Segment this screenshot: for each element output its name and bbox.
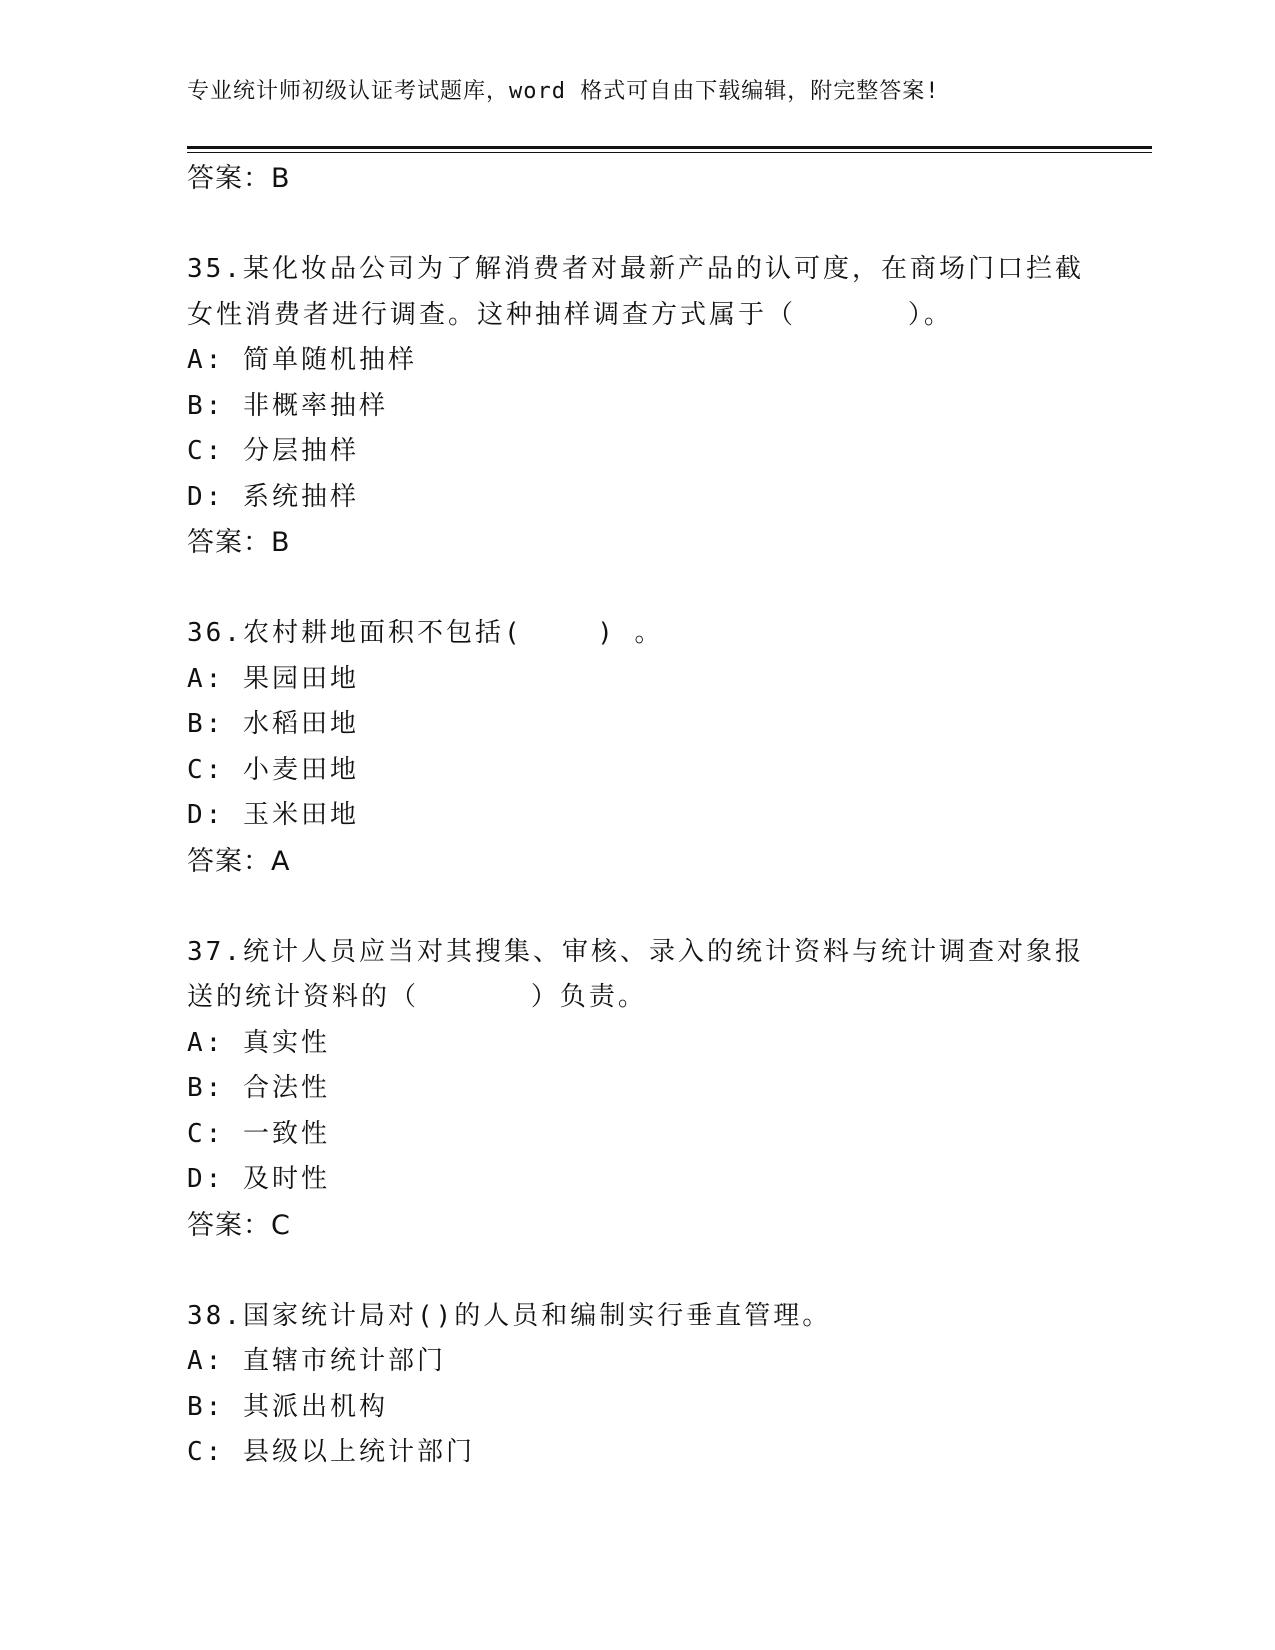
option-c: C: 分层抽样 [187, 436, 359, 466]
question-38 [187, 1294, 1087, 1476]
header-rule-thick [187, 146, 1152, 149]
page-header: 专业统计师初级认证考试题库，word 格式可自由下载编辑，附完整答案! [187, 79, 940, 104]
option-b: B: 非概率抽样 [187, 390, 388, 421]
previous-answer: 答案：B [187, 163, 291, 194]
option-a: A: 直辖市统计部门 [187, 1346, 446, 1376]
question-answer: 答案：B [187, 527, 291, 558]
option-a: A: 简单随机抽样 [187, 345, 417, 375]
question-37 [187, 930, 1087, 1249]
question-list [187, 156, 1087, 1476]
option-c: C: 小麦田地 [187, 754, 359, 785]
question-36 [187, 611, 1087, 885]
option-b: B: 合法性 [187, 1073, 330, 1103]
option-b: B: 其派出机构 [187, 1391, 388, 1422]
question-stem: 37.统计人员应当对其搜集、审核、录入的统计资料与统计调查对象报送的统计资料的（ ）负责。 [187, 936, 1084, 1012]
option-a: A: 真实性 [187, 1027, 330, 1058]
question-stem: 38.国家统计局对()的人员和编制实行垂直管理。 [187, 1300, 832, 1331]
option-d: D: 系统抽样 [187, 481, 359, 512]
option-d: D: 及时性 [187, 1164, 330, 1194]
question-answer: 答案：C [187, 1209, 291, 1241]
question-stem: 36.农村耕地面积不包括( ) 。 [187, 618, 664, 648]
option-c: C: 一致性 [187, 1118, 330, 1149]
option-a: A: 果园田地 [187, 663, 359, 694]
question-35 [187, 247, 1087, 566]
question-stem: 35.某化妆品公司为了解消费者对最新产品的认可度，在商场门口拦截女性消费者进行调查。这种抽样调查方式属于（ ）。 [187, 254, 1084, 330]
header-rule-thin [187, 152, 1152, 153]
option-b: B: 水稻田地 [187, 709, 359, 739]
option-d: D: 玉米田地 [187, 800, 359, 830]
question-answer: 答案：A [187, 845, 291, 877]
option-c: C: 县级以上统计部门 [187, 1437, 475, 1467]
